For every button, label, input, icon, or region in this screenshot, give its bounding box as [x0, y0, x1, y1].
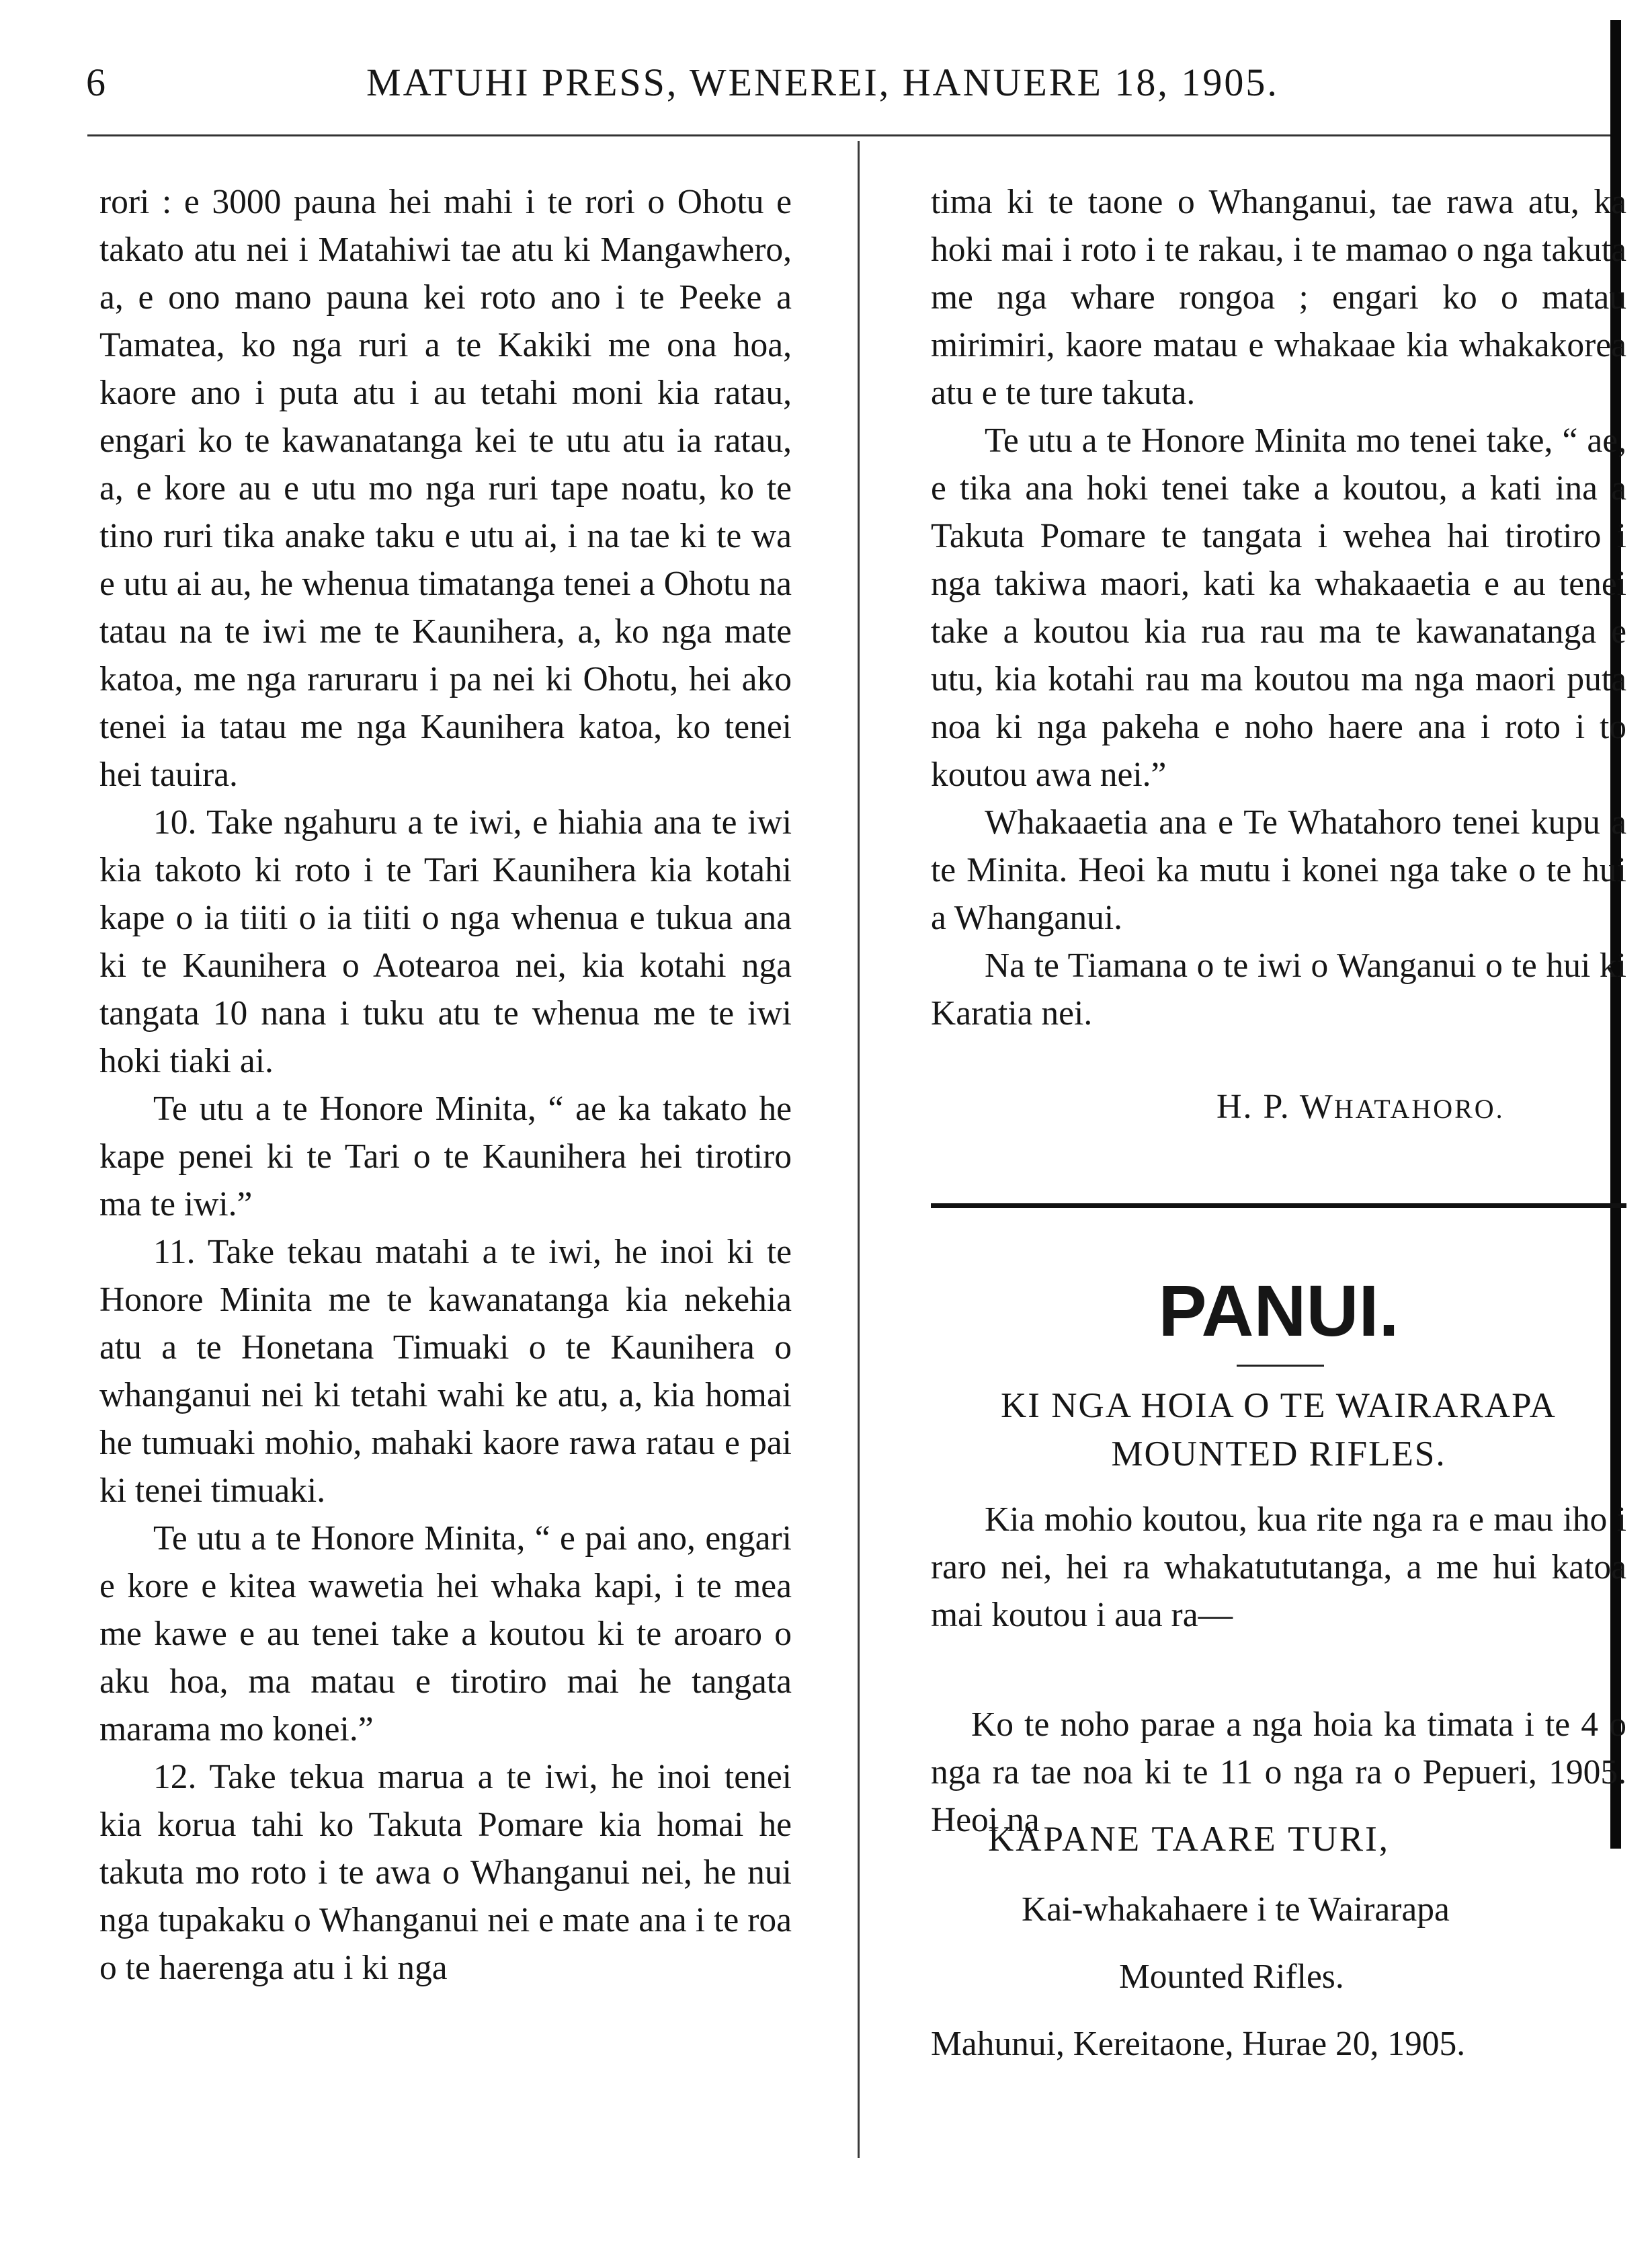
paragraph: 12. Take tekua marua a te iwi, he inoi tenei kia korua tahi ko Takuta Pomare kia homai he takuta mo roto i te awa o Whanganui nei, he nui nga tupakaku o Whanganui nei e mate ana i te roa o te haerenga atu i ki nga [99, 1758, 792, 1987]
signature-surname: HATAHORO. [1333, 1094, 1505, 1124]
left-column [99, 178, 792, 1992]
page-number: 6 [86, 61, 106, 104]
notice-dateline: Mahunui, Kereitaone, Hurae 20, 1905. [931, 2025, 1466, 2063]
paragraph: Whakaaetia ana e Te Whatahoro tenei kupu a te Minita. Heoi ka mutu i konei nga take o te hui a Whanganui. [931, 803, 1626, 937]
signature-initials: H. P. W [1216, 1088, 1334, 1126]
notice-signatory-role: Kai-whakahaere i te Wairarapa [1022, 1890, 1450, 1929]
paragraph: tima ki te taone o Whanganui, tae rawa atu, ka hoki mai i roto i te rakau, i te mamao o nga takuta me nga whare rongoa ; engari ko o matau mirimiri, kaore matau e whakaae kia whakakorea atu e te ture takuta. [931, 183, 1626, 412]
section-rule [931, 1203, 1626, 1208]
paragraph: 11. Take tekau matahi a te iwi, he inoi ki te Honore Minita me te kawanatanga kia nekehia atu a te Honetana Timuaki o te Kaunihera o whanganui nei ki tetahi wahi ke atu, a, kia homai he tumuaki mohio, mahaki kaore rawa ratau e pai ki tenei timuaki. [99, 1233, 792, 1510]
header-rule [87, 134, 1613, 136]
notice-body [931, 1496, 1626, 1639]
column-divider [858, 141, 860, 2158]
right-column [931, 178, 1626, 1037]
paragraph: Te utu a te Honore Minita, “ ae ka takato he kape penei ki te Tari o te Kaunihera hei tirotiro ma te iwi.” [99, 1090, 792, 1223]
paragraph: Te utu a te Honore Minita mo tenei take, “ ae, e tika ana hoki tenei take a koutou, a kati ina a Takuta Pomare te tangata i wehea hai tirotiro i nga takiwa maori, kati ka whakaaetia e au tenei take a koutou kia rua rau ma te kawanatanga e utu, kia kotahi rau ma koutou ma nga maori puta noa ki nga pakeha e noho haere ana i roto i to koutou awa nei.” [931, 421, 1626, 794]
notice-signatory-name: KAPANE TAARE TURI, [988, 1820, 1390, 1859]
paragraph: rori : e 3000 pauna hei mahi i te rori o Ohotu e takato atu nei i Matahiwi tae atu ki Mangawhero, a, e ono mano pauna kei roto ano i te Peeke a Tamatea, ko nga ruri a te Kakiki me ona hoa, kaore ano i puta atu i au tetahi moni kia ratau, engari ko te kawanatanga kei te utu atu ia ratau, a, e kore au e utu mo nga ruri tape noatu, ko te tino ruri tika anake taku e utu ai, i na tae ki te wa e utu ai au, he whenua timatanga tenei a Ohotu na tatau na te iwi me te Kaunihera, a, ko nga mate katoa, me nga raruraru i pa nei ki Ohotu, hei ako tenei ia tatau me nga Kaunihera katoa, ko tenei hei tauira. [99, 183, 792, 794]
paragraph: Te utu a te Honore Minita, “ e pai ano, engari e kore e kitea wawetia hei whaka kapi, i te mea me kawe e au tenei take a koutou ki te aroaro o aku hoa, ma matau e tirotiro mai he tangata marama mo konei.” [99, 1519, 792, 1748]
notice-short-rule [1237, 1365, 1324, 1367]
article-signature [1216, 1084, 1505, 1133]
notice-paragraph: Kia mohio koutou, kua rite nga ra e mau iho i raro nei, hei ra whakatututanga, a me hui katoa mai koutou i aua ra— [931, 1500, 1626, 1634]
notice-subtitle: KI NGA HOIA O TE WAIRARAPA MOUNTED RIFLES. [1001, 1386, 1557, 1474]
running-head: MATUHI PRESS, WENEREI, HANUERE 18, 1905. [366, 61, 1279, 104]
notice-signatory-role: Mounted Rifles. [1119, 1958, 1344, 1996]
notice-paragraph: Ko te noho parae a nga hoia ka timata i te 4 o nga ra tae noa ki te 11 o nga ra o Pepueri, 1905. Heoi na [931, 1705, 1626, 1839]
notice-title: PANUI. [1158, 1270, 1399, 1351]
paragraph: 10. Take ngahuru a te iwi, e hiahia ana te iwi kia takoto ki roto i te Tari Kaunihera kia kotahi kape o ia tiiti o ia tiiti o nga whenua e tukua ana ki te Kaunihera o Aotearoa nei, kia kotahi nga tangata 10 nana i tuku atu te whenua me te iwi hoki tiaki ai. [99, 803, 792, 1080]
paragraph: Na te Tiamana o te iwi o Wanganui o te hui ki Karatia nei. [931, 946, 1626, 1033]
